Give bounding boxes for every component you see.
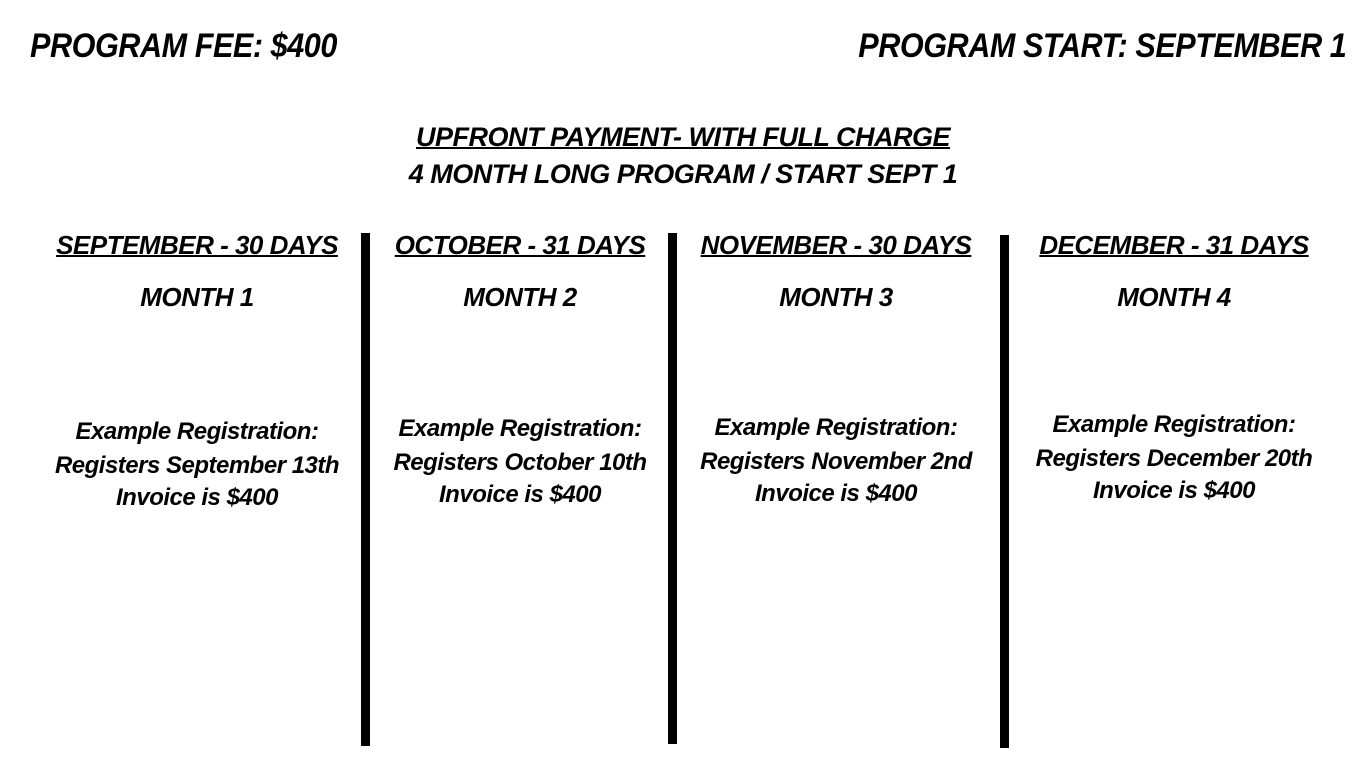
month-heading-3: NOVEMBER - 30 DAYS	[700, 230, 972, 260]
program-start: PROGRAM START: SEPTEMBER 1	[857, 27, 1346, 65]
payment-type-title	[0, 121, 1366, 153]
month-column-4	[1015, 228, 1333, 748]
month-label-1: MONTH 1	[140, 282, 254, 312]
example-registration-4	[1015, 408, 1333, 508]
registration-date-2: Registers October 10th	[393, 449, 647, 476]
month-label-3: MONTH 3	[779, 282, 893, 312]
example-title-2: Example Registration:	[398, 415, 642, 442]
example-title-4: Example Registration:	[1052, 411, 1296, 438]
month-column-3	[680, 228, 992, 748]
invoice-amount-2: Invoice is $400	[439, 481, 601, 508]
month-column-2	[374, 228, 666, 748]
registration-date-4: Registers December 20th	[1035, 445, 1313, 472]
month-column-1	[24, 228, 370, 748]
example-registration-2	[374, 412, 666, 512]
example-title-1: Example Registration:	[75, 418, 319, 445]
month-heading-4: DECEMBER - 31 DAYS	[1039, 230, 1309, 260]
program-fee: PROGRAM FEE: $400	[30, 27, 337, 65]
month-label-2: MONTH 2	[463, 282, 577, 312]
example-title-3: Example Registration:	[714, 414, 958, 441]
column-divider-3	[1000, 235, 1009, 748]
program-length-title: 4 MONTH LONG PROGRAM / START SEPT 1	[408, 159, 958, 189]
example-registration-1	[24, 415, 370, 515]
invoice-amount-4: Invoice is $400	[1093, 477, 1255, 504]
month-label-4: MONTH 4	[1117, 282, 1231, 312]
invoice-amount-3: Invoice is $400	[755, 480, 917, 507]
registration-date-3: Registers November 2nd	[700, 448, 972, 475]
payment-type-text: UPFRONT PAYMENT- WITH FULL CHARGE	[416, 122, 950, 152]
example-registration-3	[680, 411, 992, 511]
column-divider-2	[668, 233, 677, 744]
registration-date-1: Registers September 13th	[54, 452, 340, 479]
invoice-amount-1: Invoice is $400	[116, 484, 278, 511]
month-heading-2: OCTOBER - 31 DAYS	[394, 230, 646, 260]
month-heading-1: SEPTEMBER - 30 DAYS	[56, 230, 338, 260]
column-divider-1	[361, 233, 370, 746]
